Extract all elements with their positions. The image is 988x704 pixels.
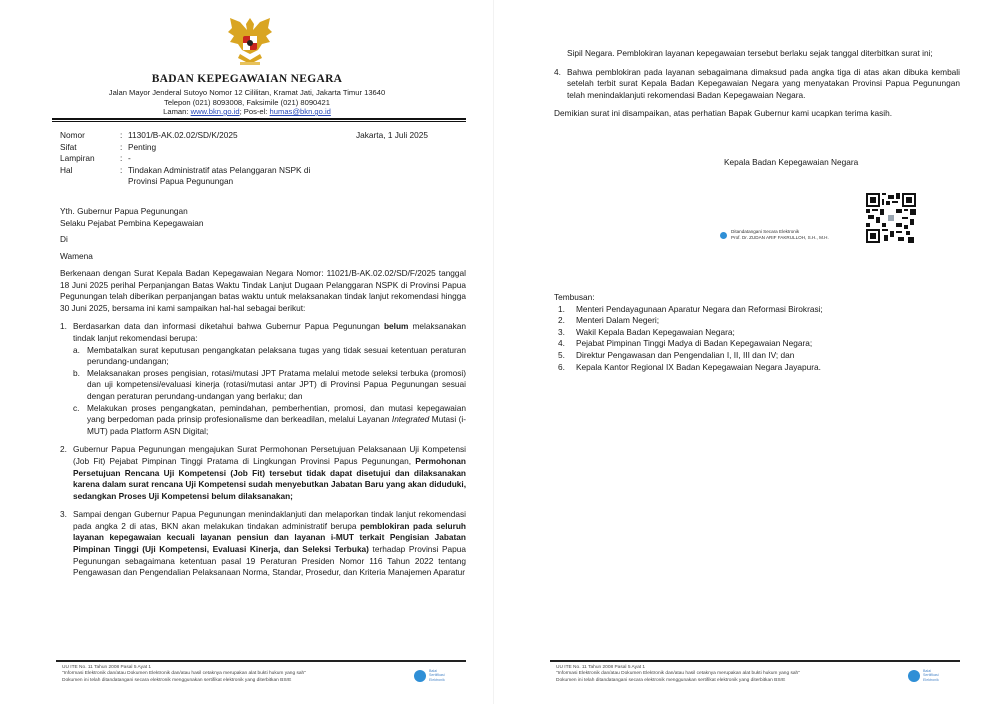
tembusan-number: 6. bbox=[558, 361, 565, 372]
tembusan-block bbox=[554, 292, 954, 373]
bsre-mark-icon bbox=[414, 670, 426, 682]
addressee-line: Yth. Gubernur Papua Pegunungan bbox=[60, 206, 188, 216]
tembusan-number: 4. bbox=[558, 338, 565, 349]
tembusan-text: Direktur Pengawasan dan Pengendalian I, II, III dan IV; dan bbox=[576, 349, 795, 360]
list-item-4 bbox=[554, 67, 960, 102]
list-number: 4. bbox=[554, 66, 561, 77]
bold-text: belum bbox=[383, 321, 409, 332]
footer-line: Dokumen ini telah ditandatangani secara elektronik menggunakan sertifikat elektronik yang diterbitkan BSrE bbox=[556, 677, 786, 683]
footer-line: "Informasi Elektronik dan/atau Dokumen Elektronik dan/atau hasil cetaknya merupakan alat bukti hukum yang sah" bbox=[62, 671, 306, 677]
meta-colon: : bbox=[120, 130, 123, 140]
text: terhadap Provinsi Papua Pegunungan sebagaimana ketentuan pasal 19 Peraturan Presiden Nomor 116 Tahun 2022 tentang Pengawasan dan Pengendalian Pelaksanaan Norma, Standar, Prosedur, dan Kriteria Manajemen Aparatur bbox=[73, 544, 467, 578]
meta-value: Tindakan Administratif atas Pelanggaran NSPK di Provinsi Papua Pegunungan bbox=[128, 164, 311, 187]
tembusan-number: 5. bbox=[558, 349, 565, 360]
sub-text: Melaksanakan proses pengisian, rotasi/mutasi JPT Pratama melalui metode seleksi terbuka (promosi) dan uji kompetensi/evaluasi kinerja (rotasi/mutasi antar JPT) di Provinsi Papua Pegunungan sesuai dengan peraturan perundang-undangan yang berlaku; dan bbox=[87, 367, 466, 401]
tembusan-number: 3. bbox=[558, 326, 565, 337]
letter-body bbox=[60, 268, 466, 586]
footer-line: "Informasi Elektronik dan/atau Dokumen Elektronik dan/atau hasil cetaknya merupakan alat bukti hukum yang sah" bbox=[556, 671, 800, 677]
sub-letter: a. bbox=[73, 344, 80, 355]
email-label: ; Pos-el: bbox=[239, 107, 268, 116]
sub-text bbox=[87, 403, 466, 438]
qr-code-icon[interactable] bbox=[866, 193, 916, 243]
meta-label: Sifat bbox=[60, 141, 77, 152]
meta-row-hal bbox=[60, 165, 460, 188]
bold-text: pemblokiran pada seluruh layanan kepegawaian kecuali layanan pensiun dan layanan i-MUT terkait Pengisian Jabatan Pimpinan Tinggi (Uji Kompetensi, Evaluasi Kinerja, dan Seleksi Terbuka) bbox=[73, 520, 466, 555]
closing-paragraph: Demikian surat ini disampaikan, atas perhatian Bapak Gubernur kami ucapkan terima kasih. bbox=[554, 108, 893, 119]
sub-letter: c. bbox=[73, 402, 80, 413]
tembusan-label: Tembusan: bbox=[554, 292, 595, 302]
header-divider bbox=[52, 118, 466, 120]
bsre-logo-text: Balai Sertifikasi Elektronik bbox=[923, 669, 939, 682]
addressee-line: Selaku Pejabat Pembina Kepegawaian bbox=[60, 217, 204, 228]
letter-date: Jakarta, 1 Juli 2025 bbox=[356, 130, 428, 140]
list-item-content bbox=[73, 509, 466, 579]
bsre-logo-text: Balai Sertifikasi Elektronik bbox=[429, 669, 445, 682]
text: Mutasi (i-MUT) pada Platform ASN Digital; bbox=[87, 414, 466, 436]
meta-colon: : bbox=[120, 153, 123, 164]
footer-divider bbox=[550, 660, 960, 662]
meta-value: - bbox=[128, 153, 131, 164]
bsre-logo-icon bbox=[414, 667, 448, 687]
list-number: 2. bbox=[60, 444, 67, 455]
meta-colon: : bbox=[120, 164, 123, 175]
email-link[interactable]: humas@bkn.go.id bbox=[269, 107, 331, 116]
footer-legal bbox=[62, 665, 412, 684]
list-number: 1. bbox=[60, 321, 67, 332]
list-item-content: Sipil Negara. Pemblokiran layanan kepegawaian tersebut berlaku sejak tanggal diterbitkan surat ini; bbox=[567, 48, 933, 58]
footer-line: Dokumen ini telah ditandatangani secara elektronik menggunakan sertifikat elektronik yang diterbitkan BSrE bbox=[62, 677, 292, 683]
italic-text: Integrated bbox=[391, 414, 430, 425]
sub-item-b bbox=[73, 368, 466, 403]
org-web-line bbox=[0, 107, 494, 116]
addressee-line: Di bbox=[60, 234, 68, 245]
garuda-emblem-icon bbox=[222, 14, 278, 70]
text: Sampai dengan Gubernur Papua Pegunungan menindaklanjuti dan melaporkan tindak lanjut rekomendasi pada angka 2 di atas, BKN akan melakukan tindakan administratif berupa bbox=[73, 509, 466, 531]
tembusan-text: Menteri Dalam Negeri; bbox=[576, 315, 659, 326]
sub-letter: b. bbox=[73, 367, 80, 378]
meta-label: Lampiran bbox=[60, 153, 95, 164]
tembusan-item bbox=[554, 327, 954, 339]
website-link[interactable]: www.bkn.go.id bbox=[190, 107, 240, 116]
tembusan-item bbox=[554, 304, 954, 316]
esign-text bbox=[731, 229, 829, 241]
footer-divider bbox=[56, 660, 466, 662]
list-number-spacer bbox=[554, 48, 567, 60]
addressee-block bbox=[60, 206, 203, 262]
list-item-2 bbox=[60, 444, 466, 502]
text: Melakukan proses pengangkatan, pemindahan, pemberhentian, promosi, dan mutasi kepegawaian yang berpedoman pada prinsip profesionalisme dan berkeadilan, melalui Layanan bbox=[87, 402, 466, 425]
bsre-logo-icon bbox=[908, 667, 942, 687]
tembusan-item bbox=[554, 315, 954, 327]
web-label: Laman: bbox=[163, 107, 189, 116]
esign-label: Ditandatangani Secara Elektronik bbox=[731, 229, 800, 234]
footer-legal bbox=[556, 665, 906, 684]
meta-label: Nomor bbox=[60, 130, 85, 140]
tembusan-item bbox=[554, 350, 954, 362]
meta-value: 11301/B-AK.02.02/SD/K/2025 bbox=[128, 130, 238, 140]
signer-title: Kepala Badan Kepegawaian Negara bbox=[724, 157, 859, 167]
tembusan-text: Kepala Kantor Regional IX Badan Kepegawaian Negara Jayapura. bbox=[576, 361, 821, 372]
list-item-1 bbox=[60, 321, 466, 437]
meta-label: Hal bbox=[60, 164, 73, 175]
tembusan-item bbox=[554, 338, 954, 350]
org-phone: Telepon (021) 8093008, Faksimile (021) 8090421 bbox=[164, 97, 330, 107]
bsre-mark-icon bbox=[720, 232, 727, 239]
bsre-mark-icon bbox=[908, 670, 920, 682]
meta-colon: : bbox=[120, 141, 123, 152]
tembusan-text: Pejabat Pimpinan Tinggi Madya di Badan Kepegawaian Negara; bbox=[576, 338, 813, 349]
letter-page-2 bbox=[494, 0, 988, 704]
header-divider-thin bbox=[52, 121, 466, 122]
footer-line: UU ITE No. 11 Tahun 2008 Pasal 5 Ayat 1 bbox=[62, 665, 152, 670]
tembusan-item bbox=[554, 362, 954, 374]
text: Berdasarkan data dan informasi diketahui bahwa Gubernur Papua Pegunungan bbox=[73, 321, 384, 332]
signer-name: Prof. Dr. ZUDAN ARIF FAKRULLOH, S.H., M.H. bbox=[731, 235, 829, 240]
org-address: Jalan Mayor Jenderal Sutoyo Nomor 12 Cililitan, Kramat Jati, Jakarta Timur 13640 bbox=[108, 88, 386, 97]
list-item-content bbox=[73, 444, 466, 502]
sub-item-c bbox=[73, 403, 466, 438]
tembusan-text: Menteri Pendayagunaan Aparatur Negara dan Reformasi Birokrasi; bbox=[576, 303, 823, 314]
tembusan-text: Wakil Kepala Badan Kepegawaian Negara; bbox=[576, 326, 735, 337]
list-number: 3. bbox=[60, 509, 67, 520]
org-name: BADAN KEPEGAWAIAN NEGARA bbox=[151, 73, 343, 85]
list-item-3 bbox=[60, 509, 466, 579]
meta-value: Penting bbox=[128, 141, 157, 152]
text: Gubernur Papua Pegunungan mengajukan Surat Permohonan Persetujuan Pelaksanaan Uji Kompetensi (Job Fit) Pejabat Pimpinan Tinggi Pratama di Lingkungan Provinsi Papus Pegunungan, bbox=[73, 444, 466, 466]
letter-body-continued bbox=[554, 48, 960, 120]
meta-row-lampiran bbox=[60, 153, 460, 165]
meta-row-sifat bbox=[60, 142, 460, 154]
text: melaksanakan tindak lanjut rekomendasi berupa: bbox=[73, 321, 466, 343]
addressee-line: Wamena bbox=[60, 250, 93, 261]
bold-text: Permohonan Persetujuan Rencana Uji Kompetensi (Job Fit) tersebut tidak dapat disetujui dan dilaksanakan karena dalam surat rencana Uji Kompetensi sudah menyebutkan Jabatan Baru yang akan diduduki, sedangkan Proses Uji Kompetensi belum dilaksanakan; bbox=[73, 455, 466, 501]
tembusan-number: 2. bbox=[558, 315, 565, 326]
sub-item-a bbox=[73, 345, 466, 368]
list-item-content: Bahwa pemblokiran pada layanan sebagaimana dimaksud pada angka tiga di atas akan dibuka kembali setelah terbit surat Kepala Badan Kepegawaian Negara yang menyatakan Provinsi Papua Pegunungan telah menindaklanjuti rekomendasi Badan Kepegawaian Negara. bbox=[567, 66, 960, 100]
list-item-content bbox=[73, 321, 466, 437]
list-item-3-continued bbox=[554, 48, 960, 60]
footer-line: UU ITE No. 11 Tahun 2008 Pasal 5 Ayat 1 bbox=[556, 665, 646, 670]
sub-text: Membatalkan surat keputusan pengangkatan pelaksana tugas yang tidak sesuai ketentuan peraturan perundang-undangan; bbox=[87, 344, 466, 367]
intro-paragraph: Berkenaan dengan Surat Kepala Badan Kepegawaian Negara Nomor: 11021/B-AK.02.02/SD/F/2025 tanggal 18 Juni 2025 perihal Perpanjangan Batas Waktu Tindak Lanjut Dugaan Pelanggaran NSPK di Provinsi Papua Pegunungan telah diberikan perpanjangan batas waktu untuk melaksanakan tindak lanjut rekomendasi hingga 30 Juni 2025, bersama ini kami sampaikan hal-hal sebagai berikut: bbox=[60, 268, 466, 313]
tembusan-number: 1. bbox=[558, 303, 565, 314]
